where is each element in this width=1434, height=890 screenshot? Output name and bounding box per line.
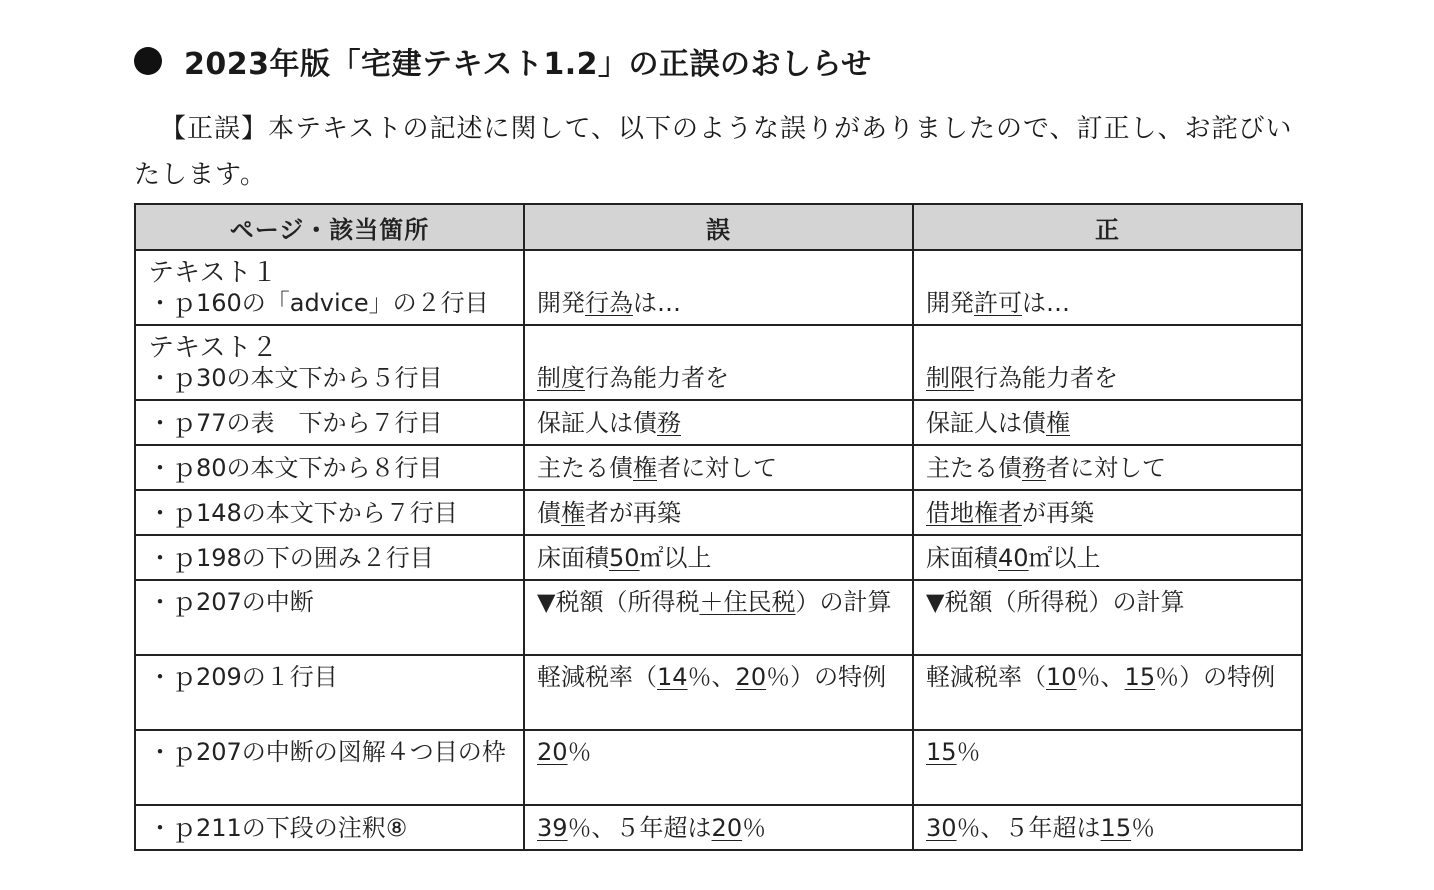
cell-right <box>913 325 1302 400</box>
cell-wrong <box>524 655 913 730</box>
cell-location <box>135 325 524 400</box>
location-text: ・ｐ80の本文下から８行目 <box>148 454 443 482</box>
corrected-segment: 制度 <box>537 364 585 392</box>
text-segment: は… <box>633 289 681 317</box>
corrected-segment: 制限 <box>926 364 974 392</box>
header-wrong: 誤 <box>524 204 913 250</box>
text-segment: ㎡以上 <box>639 544 712 572</box>
table-row <box>135 445 1302 490</box>
text-segment: ％、 <box>687 663 736 691</box>
text-segment: ▼税額（所得税 <box>537 588 700 616</box>
cell-location <box>135 445 524 490</box>
cell-wrong <box>524 400 913 445</box>
corrected-segment: 30 <box>926 814 957 842</box>
table-row <box>135 655 1302 730</box>
corrected-segment: 20 <box>711 814 743 842</box>
corrected-segment: 39 <box>537 814 568 842</box>
text-segment: ％ <box>567 738 592 766</box>
corrected-segment: 権 <box>1046 409 1070 437</box>
corrected-segment: 20 <box>735 663 767 691</box>
intro-paragraph <box>134 106 1304 198</box>
location-text: ・ｐ207の中断 <box>148 588 314 616</box>
text-segment: 開発 <box>537 289 585 317</box>
location-text: ・ｐ148の本文下から７行目 <box>148 499 458 527</box>
text-segment: ％、５年超は <box>956 814 1101 842</box>
table-row <box>135 490 1302 535</box>
text-segment: 者が再築 <box>585 499 681 527</box>
text-segment: 行為能力者を <box>585 364 729 392</box>
text-segment: ％、 <box>1076 663 1125 691</box>
location-text: ・ｐ160の「advice」の２行目 <box>148 289 489 317</box>
text-segment: は… <box>1022 289 1070 317</box>
location-text: ・ｐ207の中断の図解４つ目の枠 <box>148 738 506 766</box>
section-label: テキスト２ <box>148 333 278 363</box>
corrected-segment: 20 <box>537 738 568 766</box>
cell-right <box>913 580 1302 655</box>
text-segment: ％、５年超は <box>567 814 712 842</box>
text-segment: 行為能力者を <box>974 364 1118 392</box>
corrected-segment: 務 <box>1022 454 1046 482</box>
corrected-segment: 権 <box>561 499 585 527</box>
page-title <box>134 38 872 84</box>
cell-right <box>913 445 1302 490</box>
text-segment: 開発 <box>926 289 974 317</box>
text-segment: 主たる債 <box>537 454 633 482</box>
cell-right <box>913 730 1302 805</box>
cell-wrong <box>524 535 913 580</box>
text-segment: 軽減税率（ <box>537 663 657 691</box>
table-row <box>135 730 1302 805</box>
text-segment: 債 <box>537 499 561 527</box>
table-row <box>135 805 1302 850</box>
text-segment: が再築 <box>1022 499 1094 527</box>
cell-right <box>913 805 1302 850</box>
table-row <box>135 250 1302 325</box>
text-segment: 軽減税率（ <box>926 663 1046 691</box>
cell-location <box>135 490 524 535</box>
text-segment: 主たる債 <box>926 454 1022 482</box>
table-row <box>135 325 1302 400</box>
corrected-segment: 行為 <box>585 289 633 317</box>
corrected-segment: 権 <box>633 454 657 482</box>
cell-location <box>135 250 524 325</box>
text-segment: 床面積 <box>926 544 998 572</box>
header-right: 正 <box>913 204 1302 250</box>
text-segment: ％ <box>1131 814 1156 842</box>
corrected-segment: 15 <box>1124 663 1156 691</box>
cell-location <box>135 805 524 850</box>
cell-wrong <box>524 730 913 805</box>
cell-right <box>913 490 1302 535</box>
corrected-segment: 務 <box>657 409 681 437</box>
corrected-segment: 40 <box>998 544 1029 572</box>
errata-table <box>134 203 1303 851</box>
header-location: ページ・該当箇所 <box>135 204 524 250</box>
text-segment: ％ <box>956 738 981 766</box>
table-row <box>135 400 1302 445</box>
table-header-row <box>135 204 1302 250</box>
text-segment: 者に対して <box>1046 454 1166 482</box>
corrected-segment: 15 <box>926 738 957 766</box>
corrected-segment: 10 <box>1046 663 1077 691</box>
cell-wrong <box>524 490 913 535</box>
text-segment: ％ <box>742 814 767 842</box>
cell-wrong <box>524 250 913 325</box>
cell-location <box>135 580 524 655</box>
corrected-segment: 50 <box>609 544 640 572</box>
text-segment: 者に対して <box>657 454 777 482</box>
text-segment: 床面積 <box>537 544 609 572</box>
cell-wrong <box>524 580 913 655</box>
table-row <box>135 580 1302 655</box>
cell-right <box>913 250 1302 325</box>
corrected-segment: 許可 <box>974 289 1022 317</box>
corrected-segment: 15 <box>1100 814 1132 842</box>
section-label: テキスト１ <box>148 258 278 288</box>
cell-right <box>913 655 1302 730</box>
text-segment: 保証人は債 <box>926 409 1046 437</box>
location-text: ・ｐ211の下段の注釈⑧ <box>148 814 408 842</box>
cell-right <box>913 400 1302 445</box>
bullet-icon <box>134 47 162 75</box>
text-segment: ％）の特例 <box>1155 663 1276 691</box>
cell-location <box>135 535 524 580</box>
text-segment: ㎡以上 <box>1028 544 1101 572</box>
text-segment: 保証人は債 <box>537 409 657 437</box>
location-text: ・ｐ209の１行目 <box>148 663 338 691</box>
cell-location <box>135 400 524 445</box>
cell-location <box>135 730 524 805</box>
page-title-text: 2023年版「宅建テキスト1.2」の正誤のおしらせ <box>184 47 872 82</box>
text-segment: ）の計算 <box>795 588 892 616</box>
location-text: ・ｐ77の表 下から７行目 <box>148 409 443 437</box>
location-text: ・ｐ30の本文下から５行目 <box>148 364 443 392</box>
text-segment: ▼税額（所得税）の計算 <box>926 588 1185 616</box>
text-segment: ％）の特例 <box>766 663 887 691</box>
cell-wrong <box>524 325 913 400</box>
cell-right <box>913 535 1302 580</box>
table-row <box>135 535 1302 580</box>
cell-location <box>135 655 524 730</box>
cell-wrong <box>524 445 913 490</box>
corrected-segment: 14 <box>657 663 688 691</box>
corrected-segment: 借地権者 <box>926 499 1022 527</box>
corrected-segment: ＋住民税 <box>699 588 796 616</box>
cell-wrong <box>524 805 913 850</box>
intro-text: 【正誤】本テキストの記述に関して、以下のような誤りがありましたので、訂正し、お詫びいたします。 <box>134 114 1293 190</box>
location-text: ・ｐ198の下の囲み２行目 <box>148 544 434 572</box>
